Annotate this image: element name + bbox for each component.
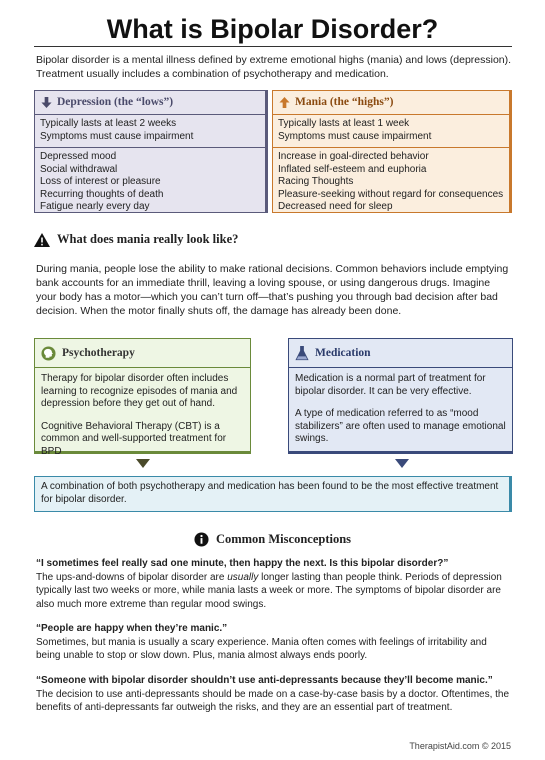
depression-symptom: Loss of interest or pleasure: [40, 176, 161, 187]
depression-heading: Depression (the “lows”): [57, 96, 174, 109]
depression-duration-line: Typically lasts at least 2 weeks: [40, 118, 177, 129]
medication-body: [289, 368, 512, 446]
mania-header: [273, 91, 509, 115]
page-title: What is Bipolar Disorder?: [106, 14, 439, 44]
depression-panel: [34, 90, 268, 213]
misconception-item: [36, 557, 512, 611]
depression-symptom: Social withdrawal: [40, 163, 118, 175]
answer-emphasis: usually: [227, 571, 259, 583]
mania-symptom: Pleasure-seeking without regard for consequences: [278, 188, 504, 200]
depression-symptom: Depressed mood: [40, 151, 117, 162]
depression-header: [35, 91, 265, 115]
psychotherapy-text: Cognitive Behavioral Therapy (CBT) is a common and well-supported treatment for BPD: [41, 420, 227, 457]
misconception-question: “People are happy when they’re manic.”: [36, 623, 228, 634]
flask-icon: [295, 346, 309, 361]
misconception-question: “Someone with bipolar disorder shouldn’t use anti-depressants because they’ll become manic.”: [36, 675, 493, 686]
info-icon: [194, 532, 209, 547]
head-icon: [41, 346, 56, 361]
psychotherapy-body: [35, 368, 250, 458]
depression-symptom: Recurring thoughts of death: [40, 188, 164, 200]
medication-text: A type of medication referred to as “mood stabilizers” are often used to manage emotional swings.: [295, 408, 506, 444]
mania-symptom: Increase in goal-directed behavior: [278, 151, 429, 162]
down-arrow-icon: [395, 459, 409, 468]
mania-duration: [273, 115, 509, 148]
mania-look-heading-row: [34, 232, 238, 247]
medication-box: [288, 338, 513, 454]
copyright-credit: TherapistAid.com © 2015: [409, 741, 511, 751]
depression-symptom: Fatigue nearly every day: [40, 201, 150, 212]
psychotherapy-text: Therapy for bipolar disorder often includes learning to recognize episodes of mania and depression before they get out of hand.: [41, 373, 238, 409]
mania-symptom: Inflated self-esteem and euphoria: [278, 163, 427, 175]
intro-text: Bipolar disorder is a mental illness defined by extreme emotional highs (mania) and lows (depression). Treatment usually includes a combination of psychotherapy and medication.: [36, 54, 512, 80]
medication-text: Medication is a normal part of treatment for bipolar disorder. It can be very effective.: [295, 373, 486, 397]
misconceptions-heading: Common Misconceptions: [215, 532, 352, 546]
depression-duration: [35, 115, 265, 148]
arrow-up-icon: [279, 97, 290, 108]
combination-callout: A combination of both psychotherapy and medication has been found to be the most effective treatment for bipolar disorder.: [34, 476, 512, 512]
mania-panel: [272, 90, 512, 213]
misconception-question: “I sometimes feel really sad one minute, then happy the next. Is this bipolar disorder?”: [36, 558, 449, 569]
psychotherapy-heading: Psychotherapy: [62, 346, 135, 359]
answer-text: longer lasting than people think. Periods of depression typically last two weeks or more, while mania lasts a week or more. The symptoms of bipolar disorder are also much more extreme than regular mood swings.: [36, 571, 502, 610]
mania-duration-line: Symptoms must cause impairment: [278, 130, 432, 142]
title-divider: [34, 46, 512, 47]
misconception-item: [36, 622, 512, 663]
mania-look-heading: What does mania really look like?: [57, 232, 239, 246]
misconception-answer: [36, 571, 512, 612]
misconceptions-heading-row: [0, 532, 545, 547]
misconception-item: [36, 674, 512, 715]
psychotherapy-header: [35, 339, 250, 368]
warning-icon: [34, 233, 50, 247]
psychotherapy-box: [34, 338, 251, 457]
answer-text: The ups-and-downs of bipolar disorder are: [36, 571, 228, 583]
mania-symptom: Decreased need for sleep: [278, 201, 393, 212]
mania-look-text: During mania, people lose the ability to make rational decisions. Common behaviors include emptying bank accounts for an immediate thrill, leaving a loving spouse, or using dangerous drugs. Imagine your body has a motor—which you can’t turn off—that’s pushing you through bad decision after bad decision. When the motor finally shuts off, the damage has already been done.: [36, 263, 509, 317]
depression-duration-line: Symptoms must cause impairment: [40, 130, 194, 142]
depression-symptoms: [35, 148, 265, 217]
mania-heading: Mania (the “highs”): [295, 96, 394, 109]
down-arrow-icon: [136, 459, 150, 468]
medication-header: [289, 339, 512, 368]
mania-symptom: Racing Thoughts: [278, 176, 354, 187]
mania-symptoms: [273, 148, 509, 217]
medication-heading: Medication: [315, 346, 371, 359]
misconception-answer: Sometimes, but mania is usually a scary experience. Mania often comes with feelings of irritability and being unable to stop or slow down. Plus, mania almost always ends poorly.: [36, 636, 487, 661]
misconception-answer: The decision to use anti-depressants should be made on a case-by-case basis by a doctor. Oftentimes, the benefits of anti-depressants far outweigh the risks, and they are an essential part of treatment.: [36, 688, 510, 713]
mania-duration-line: Typically lasts at least 1 week: [278, 118, 410, 129]
arrow-down-icon: [41, 97, 52, 108]
